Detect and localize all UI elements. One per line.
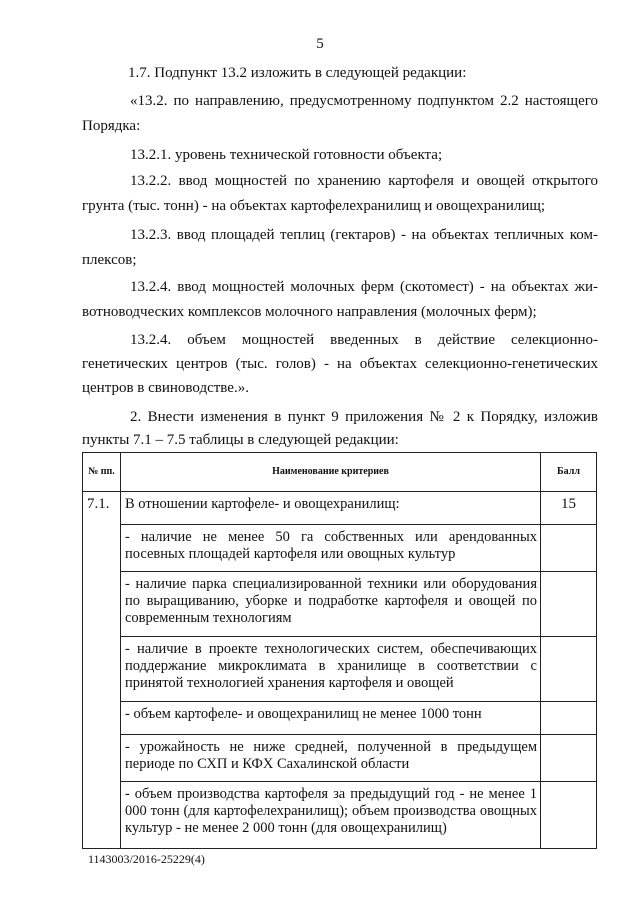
header-score: Балл: [541, 453, 597, 492]
page-number: 5: [316, 36, 324, 52]
paragraph-13-2-4b-line2: генетических центров (тыс. голов) - на объектах селекционно-генетических: [82, 356, 598, 372]
row-number: 7.1.: [83, 492, 121, 849]
criterion-cell: - наличие парка специализированной техники или оборудования по выращиванию, уборке и подработке картофеля и овощей по современным технологиям: [121, 572, 541, 637]
score-cell-empty: [541, 702, 597, 735]
paragraph-13-2-4b-line3: центров в свиноводстве.».: [82, 380, 249, 396]
score-cell-empty: [541, 525, 597, 572]
paragraph-13-2-2-line1: 13.2.2. ввод мощностей по хранению картофеля и овощей открытого: [130, 173, 598, 189]
paragraph-1-7: 1.7. Подпункт 13.2 изложить в следующей редакции:: [128, 65, 467, 81]
header-number: № пп.: [83, 453, 121, 492]
criteria-table: [82, 452, 597, 849]
paragraph-13-2-4b-line1: 13.2.4. объем мощностей введенных в действие селекционно-: [130, 332, 598, 348]
paragraph-13-2-3-line2: плексов;: [82, 252, 137, 268]
score-cell-empty: [541, 782, 597, 849]
paragraph-13-2-line1: «13.2. по направлению, предусмотренному подпунктом 2.2 настоящего: [130, 93, 598, 109]
table-row: [83, 735, 597, 782]
paragraph-13-2-3-line1: 13.2.3. ввод площадей теплиц (гектаров) - на объектах тепличных ком-: [130, 227, 598, 243]
score-cell-empty: [541, 572, 597, 637]
paragraph-13-2-4-line1: 13.2.4. ввод мощностей молочных ферм (скотомест) - на объектах жи-: [130, 279, 598, 295]
criterion-cell: - наличие в проекте технологических систем, обеспечивающих поддержание микроклимата в хранилище в соответствии с принятой технологией хранения картофеля и овощей: [121, 637, 541, 702]
paragraph-13-2-4-line2: вотноводческих комплексов молочного направления (молочных ферм);: [82, 304, 537, 320]
criterion-cell: - объем производства картофеля за предыдущий год - не менее 1 000 тонн (для картофелехранилищ); объем производства овощных культур - не менее 2 000 тонн (для овощехранилищ): [121, 782, 541, 849]
table-row: [83, 637, 597, 702]
score-cell-empty: [541, 735, 597, 782]
paragraph-13-2-2-line2: грунта (тыс. тонн) - на объектах картофелехранилищ и овощехранилищ;: [82, 198, 546, 214]
paragraph-2-line1: 2. Внести изменения в пункт 9 приложения № 2 к Порядку, изложив: [130, 409, 598, 425]
table-header-row: [83, 453, 597, 492]
row-title: В отношении картофеле- и овощехранилищ:: [121, 492, 541, 525]
paragraph-2-line2: пункты 7.1 – 7.5 таблицы в следующей редакции:: [82, 432, 399, 448]
criterion-cell: - объем картофеле- и овощехранилищ не менее 1000 тонн: [121, 702, 541, 735]
score-cell-empty: [541, 637, 597, 702]
paragraph-13-2-line2: Порядка:: [82, 118, 141, 134]
table-row: [83, 572, 597, 637]
table-row: [83, 702, 597, 735]
document-footer-id: 1143003/2016-25229(4): [88, 852, 205, 866]
table-row: [83, 492, 597, 525]
criterion-cell: - урожайность не ниже средней, полученной в предыдущем периоде по СХП и КФХ Сахалинской области: [121, 735, 541, 782]
criterion-cell: - наличие не менее 50 га собственных или арендованных посевных площадей картофеля или овощных культур: [121, 525, 541, 572]
paragraph-13-2-1: 13.2.1. уровень технической готовности объекта;: [130, 147, 443, 163]
header-criteria-name: Наименование критериев: [121, 453, 541, 492]
row-score: 15: [541, 492, 597, 525]
table-row: [83, 525, 597, 572]
table-row: [83, 782, 597, 849]
